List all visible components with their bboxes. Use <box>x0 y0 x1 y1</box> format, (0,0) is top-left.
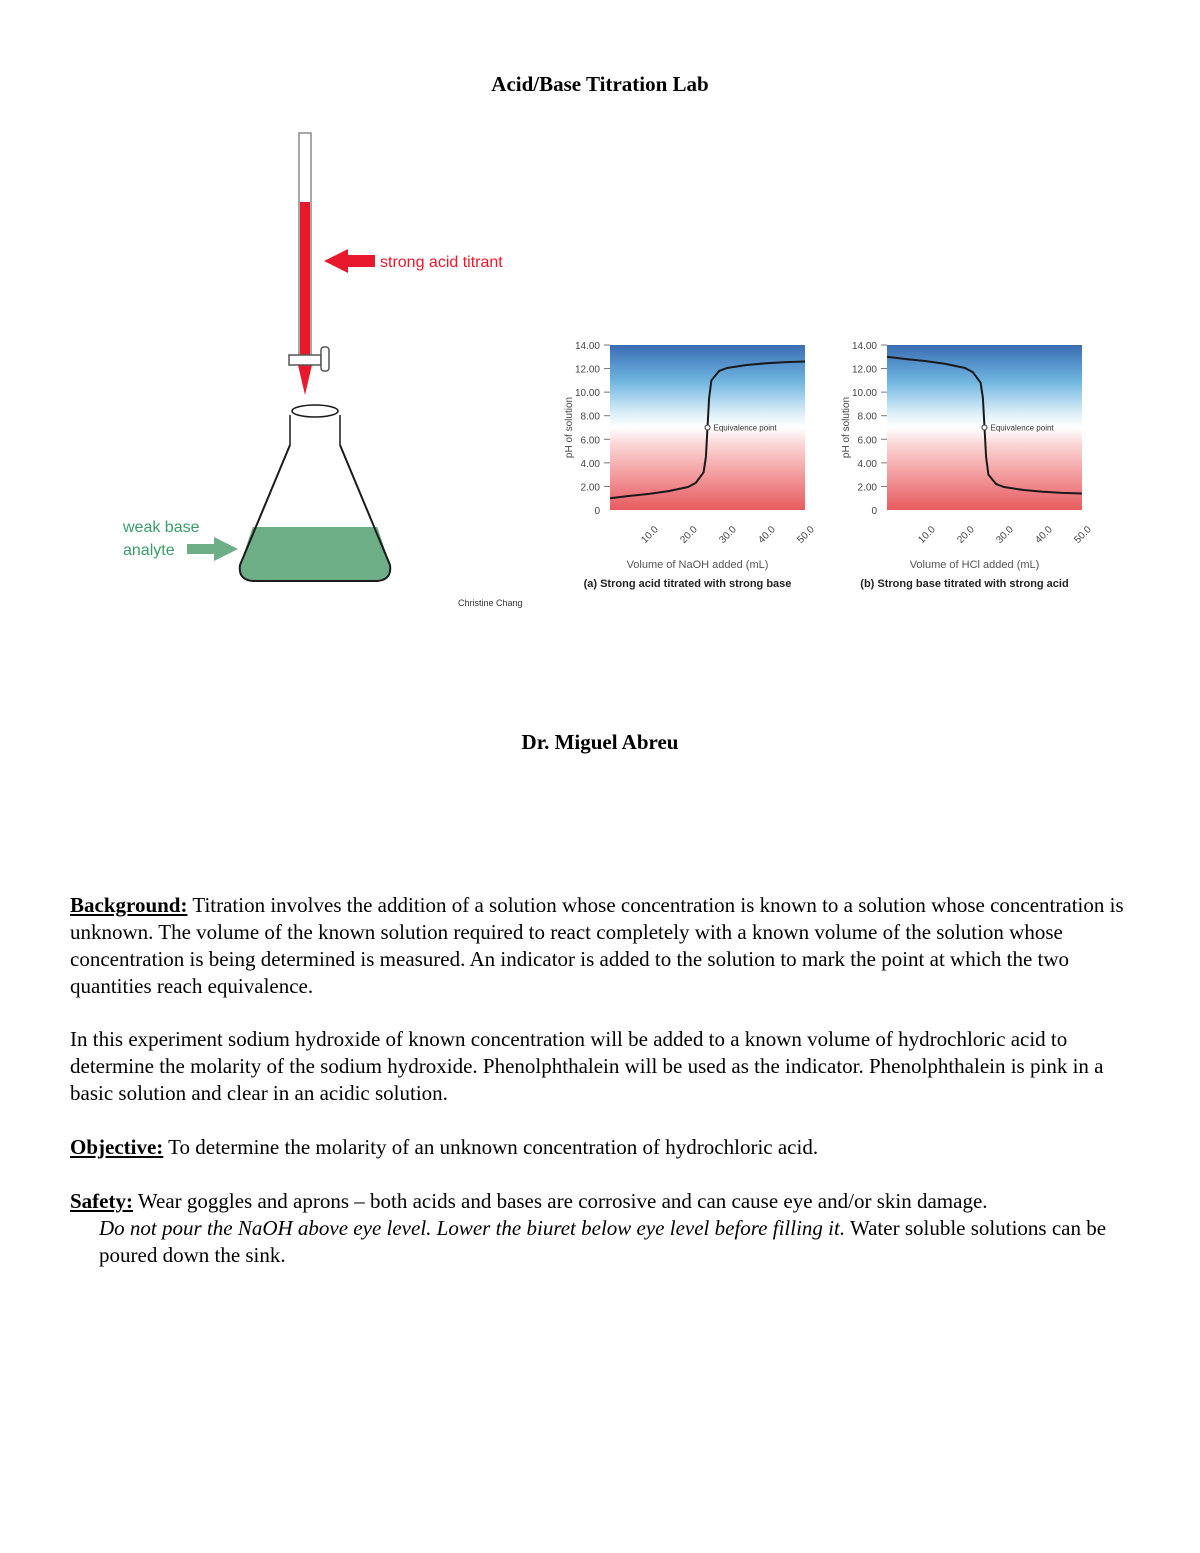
y-tick-label: 0 <box>594 506 600 517</box>
y-tick-label: 8.00 <box>857 411 877 423</box>
safety-heading: Safety: <box>70 1189 133 1213</box>
y-tick-label: 12.00 <box>851 364 877 376</box>
experiment-text: In this experiment sodium hydroxide of known concentration will be added to a known volume of hydrochloric acid to determine the molarity of the sodium hydroxide. Phenolphthalein will be used as the indicator. Phenolphthalein is pink in a basic solution and clear in an acidic solution. <box>70 1027 1104 1105</box>
y-tick-label: 6.00 <box>857 435 877 447</box>
y-tick-label: 10.00 <box>574 388 600 400</box>
y-tick-label: 6.00 <box>580 435 600 447</box>
chart-b <box>841 341 1094 590</box>
chart-a <box>564 341 817 590</box>
y-tick-label: 0 <box>871 506 877 517</box>
x-tick-label: 40.0 <box>756 524 778 546</box>
equivalence-point-marker <box>982 425 987 430</box>
equivalence-point-marker <box>705 425 710 430</box>
y-axis-label: pH of solution <box>841 396 852 459</box>
experiment-paragraph <box>70 1026 1130 1107</box>
safety-indent <box>70 1215 1130 1269</box>
page-title: Acid/Base Titration Lab <box>491 72 709 96</box>
background-heading: Background: <box>70 893 188 917</box>
y-tick-label: 12.00 <box>574 364 600 376</box>
safety-tail-text: Water soluble solutions can be poured down the sink. <box>99 1216 1107 1267</box>
arrow-left-icon <box>324 249 375 273</box>
y-tick-label: 10.00 <box>851 388 877 400</box>
background-paragraph <box>70 892 1130 1000</box>
objective-heading: Objective: <box>70 1135 164 1159</box>
x-tick-label: 50.0 <box>1072 524 1094 546</box>
chart-credit: Christine Chang <box>458 598 523 608</box>
y-tick-label: 8.00 <box>580 411 600 423</box>
titrant-label: strong acid titrant <box>380 254 503 271</box>
objective-paragraph <box>70 1134 1130 1161</box>
x-tick-label: 40.0 <box>1033 524 1055 546</box>
flask-icon <box>230 405 400 587</box>
chart-title: (a) Strong acid titrated with strong base <box>583 578 792 590</box>
y-tick-label: 4.00 <box>857 458 877 470</box>
y-tick-label: 2.00 <box>857 482 877 494</box>
objective-text: To determine the molarity of an unknown concentration of hydrochloric acid. <box>163 1135 819 1159</box>
x-tick-label: 20.0 <box>678 524 700 546</box>
safety-paragraph <box>70 1188 1130 1269</box>
y-axis-label: pH of solution <box>564 396 575 459</box>
background-text: Titration involves the addition of a solution whose concentration is known to a solution whose concentration is unknown. The volume of the known solution required to react completely with a known volume of the solution whose concentration is being determined is measured. An indicator is added to the solution to mark the point at which the two quantities reach equivalence. <box>70 893 1124 998</box>
analyte-label-line2: analyte <box>123 542 175 559</box>
x-tick-label: 10.0 <box>916 524 938 546</box>
titration-curves <box>450 330 1150 620</box>
arrow-right-icon <box>187 537 238 561</box>
equivalence-point-label: Equivalence point <box>713 423 777 433</box>
y-tick-label: 14.00 <box>851 341 877 352</box>
author-name: Dr. Miguel Abreu <box>521 730 679 754</box>
x-tick-label: 50.0 <box>795 524 817 546</box>
y-tick-label: 4.00 <box>580 458 600 470</box>
x-tick-label: 10.0 <box>639 524 661 546</box>
equivalence-point-label: Equivalence point <box>990 423 1054 433</box>
x-axis-label: Volume of HCl added (mL) <box>909 559 1040 571</box>
y-tick-label: 14.00 <box>574 341 600 352</box>
safety-italic-text: Do not pour the NaOH above eye level. Lower the biuret below eye level before filling it. <box>99 1216 846 1240</box>
analyte-label-line1: weak base <box>123 519 200 536</box>
chart-title: (b) Strong base titrated with strong acid <box>860 578 1069 590</box>
y-tick-label: 2.00 <box>580 482 600 494</box>
x-axis-label: Volume of NaOH added (mL) <box>626 559 769 571</box>
x-tick-label: 30.0 <box>717 524 739 546</box>
safety-text: Wear goggles and aprons – both acids and bases are corrosive and can cause eye and/or skin damage. <box>132 1189 988 1213</box>
x-tick-label: 30.0 <box>994 524 1016 546</box>
x-tick-label: 20.0 <box>955 524 977 546</box>
